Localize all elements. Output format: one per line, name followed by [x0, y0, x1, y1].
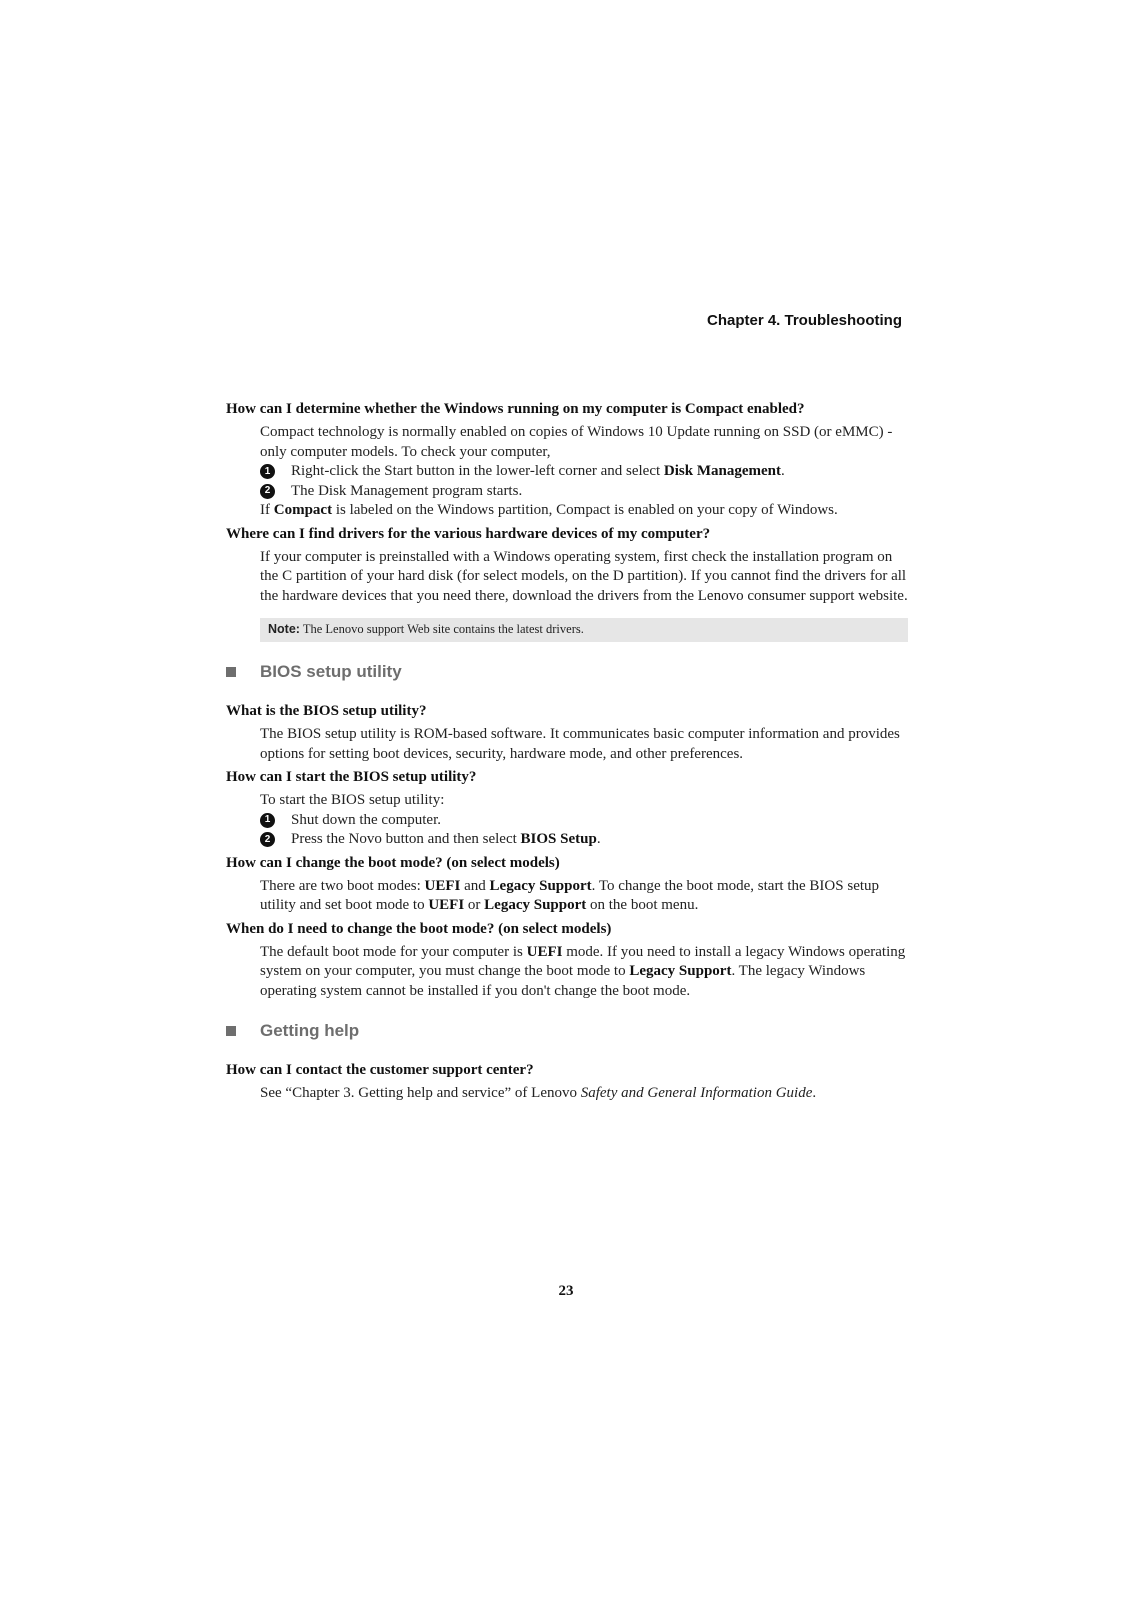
- section-heading-bios: [226, 662, 908, 682]
- answer-boot-when: The default boot mode for your computer is UEFI mode. If you need to install a legacy Windows operating system on your computer, you must change the boot mode to Legacy Support. The legacy Windows operating system cannot be installed if you don't change the boot mode.: [260, 943, 906, 999]
- step-item: [260, 830, 908, 850]
- answer-drivers: If your computer is preinstalled with a Windows operating system, first check the installation program on the C partition of your hard disk (for select models, on the D partition). If you cannot find the drivers for all the hardware devices that you need there, download the drivers from the Lenovo consumer support website.: [260, 548, 908, 604]
- page-number: 23: [558, 1283, 574, 1299]
- note-label: Note:: [268, 622, 300, 636]
- step-text: Press the Novo button and then select BIOS Setup.: [291, 831, 601, 847]
- question-compact: How can I determine whether the Windows running on my computer is Compact enabled?: [226, 401, 805, 417]
- step-item: [260, 482, 908, 502]
- answer-support: See “Chapter 3. Getting help and service” of Lenovo Safety and General Information Guide.: [260, 1085, 817, 1101]
- section-title: Getting help: [260, 1021, 360, 1040]
- step-text: Shut down the computer.: [291, 811, 441, 828]
- question-bios-start: How can I start the BIOS setup utility?: [226, 769, 477, 785]
- note-text: The Lenovo support Web site contains the latest drivers.: [299, 622, 584, 636]
- note-box: [260, 618, 908, 642]
- page-content: [226, 400, 908, 1104]
- bios-start-intro: To start the BIOS setup utility:: [260, 792, 445, 808]
- section-heading-help: [226, 1021, 908, 1041]
- square-bullet-icon: [226, 1026, 236, 1036]
- question-boot-mode: How can I change the boot mode? (on select models): [226, 854, 560, 871]
- step-text: The Disk Management program starts.: [291, 482, 523, 499]
- answer-compact: [260, 423, 908, 521]
- question-support: How can I contact the customer support center?: [226, 1062, 534, 1078]
- step-item: [260, 462, 908, 482]
- square-bullet-icon: [226, 667, 236, 677]
- question-boot-when: When do I need to change the boot mode? (on select models): [226, 920, 612, 937]
- answer-bios-start: [260, 791, 908, 850]
- answer-boot-mode: There are two boot modes: UEFI and Legacy Support. To change the boot mode, start the BIOS setup utility and set boot mode to UEFI or Legacy Support on the boot menu.: [260, 877, 880, 913]
- compact-result: If Compact is labeled on the Windows partition, Compact is enabled on your copy of Windows.: [260, 502, 838, 518]
- chapter-header: Chapter 4. Troubleshooting: [706, 312, 902, 329]
- step-number-icon: 1: [260, 813, 275, 828]
- step-number-icon: 1: [260, 464, 275, 479]
- question-bios-what: What is the BIOS setup utility?: [226, 703, 427, 719]
- step-number-icon: 2: [260, 484, 275, 499]
- compact-intro: Compact technology is normally enabled on copies of Windows 10 Update running on SSD (or eMMC) -only computer models. To check your computer,: [260, 424, 893, 460]
- step-text: Right-click the Start button in the lower-left corner and select Disk Management.: [291, 463, 785, 479]
- section-title: BIOS setup utility: [260, 662, 402, 681]
- step-number-icon: 2: [260, 832, 275, 847]
- answer-bios-what: The BIOS setup utility is ROM-based software. It communicates basic computer information and provides options for setting boot devices, security, hardware mode, and other preferences.: [260, 726, 900, 762]
- step-item: [260, 811, 908, 831]
- question-drivers: Where can I find drivers for the various hardware devices of my computer?: [226, 525, 711, 542]
